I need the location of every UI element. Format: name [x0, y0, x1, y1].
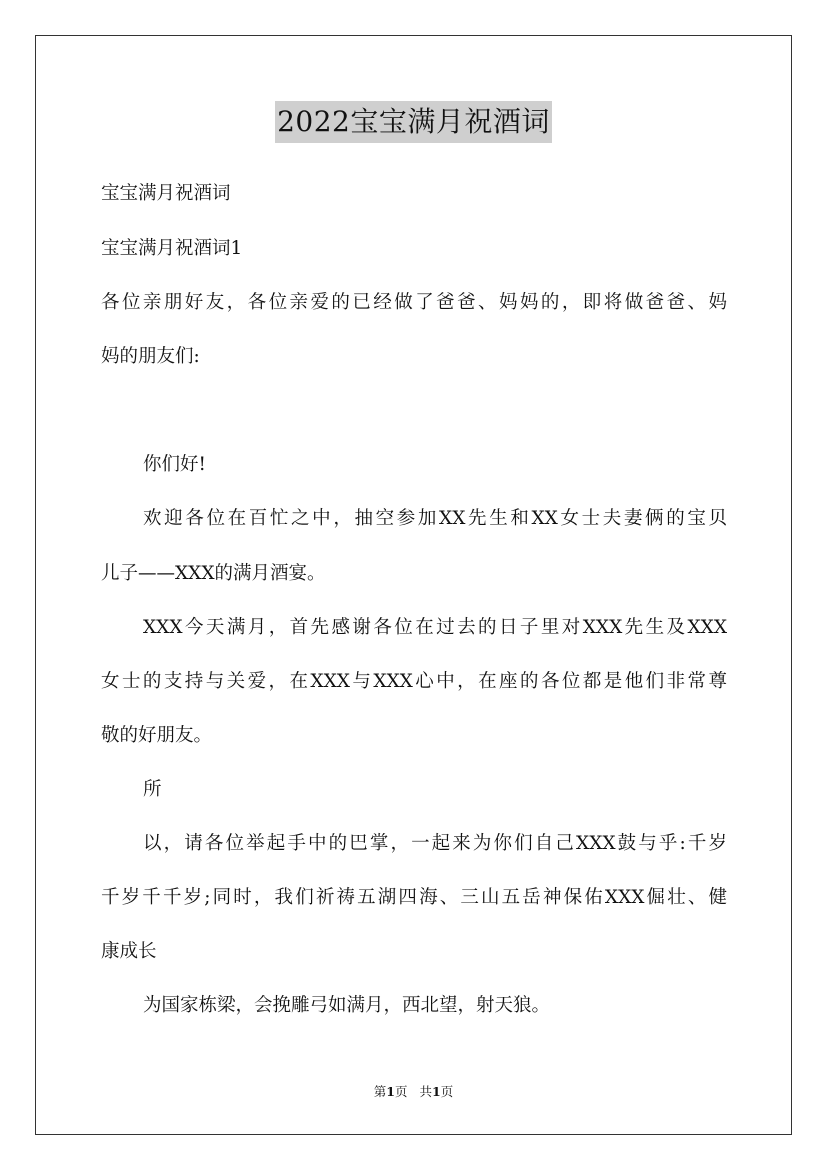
total-suffix: 页	[440, 1084, 454, 1099]
paragraph-line: 为国家栋梁，会挽雕弓如满月，西北望，射天狼。	[143, 995, 551, 1016]
paragraph-line: 宝宝满月祝酒词	[101, 183, 231, 204]
page-prefix: 第	[373, 1084, 387, 1099]
paragraph-line: 以，请各位举起手中的巴掌，一起来为你们自己XXX鼓与乎:千岁	[143, 833, 727, 854]
paragraph-line: 妈的朋友们:	[101, 346, 200, 367]
paragraph-line: 康成长	[101, 941, 157, 962]
paragraph-line: 你们好!	[143, 454, 206, 475]
paragraph-line: 敬的好朋友。	[101, 725, 213, 746]
page-footer	[0, 1083, 827, 1101]
paragraph-line: 女士的支持与关爱，在XXX与XXX心中，在座的各位都是他们非常尊	[101, 671, 727, 692]
paragraph-line: 千岁千千岁;同时，我们祈祷五湖四海、三山五岳神保佑XXX倔壮、健	[101, 887, 727, 908]
document-title: 2022宝宝满月祝酒词	[275, 101, 552, 143]
paragraph-line: 所	[143, 779, 162, 800]
page-total	[419, 1084, 453, 1099]
paragraph-line: 欢迎各位在百忙之中，抽空参加XX先生和XX女士夫妻俩的宝贝	[143, 508, 727, 529]
total-prefix: 共	[419, 1084, 432, 1099]
paragraph-line: 儿子——XXX的满月酒宴。	[101, 563, 326, 584]
title-container	[0, 101, 827, 143]
paragraph-line: 各位亲朋好友，各位亲爱的已经做了爸爸、妈妈的，即将做爸爸、妈	[101, 292, 727, 313]
paragraph-line: 宝宝满月祝酒词1	[101, 238, 243, 259]
total-num: 1	[432, 1084, 441, 1099]
page-num: 1	[386, 1084, 395, 1099]
paragraph-line: XXX今天满月，首先感谢各位在过去的日子里对XXX先生及XXX	[143, 617, 727, 638]
page-number	[374, 1084, 408, 1099]
page-suffix: 页	[394, 1084, 408, 1099]
